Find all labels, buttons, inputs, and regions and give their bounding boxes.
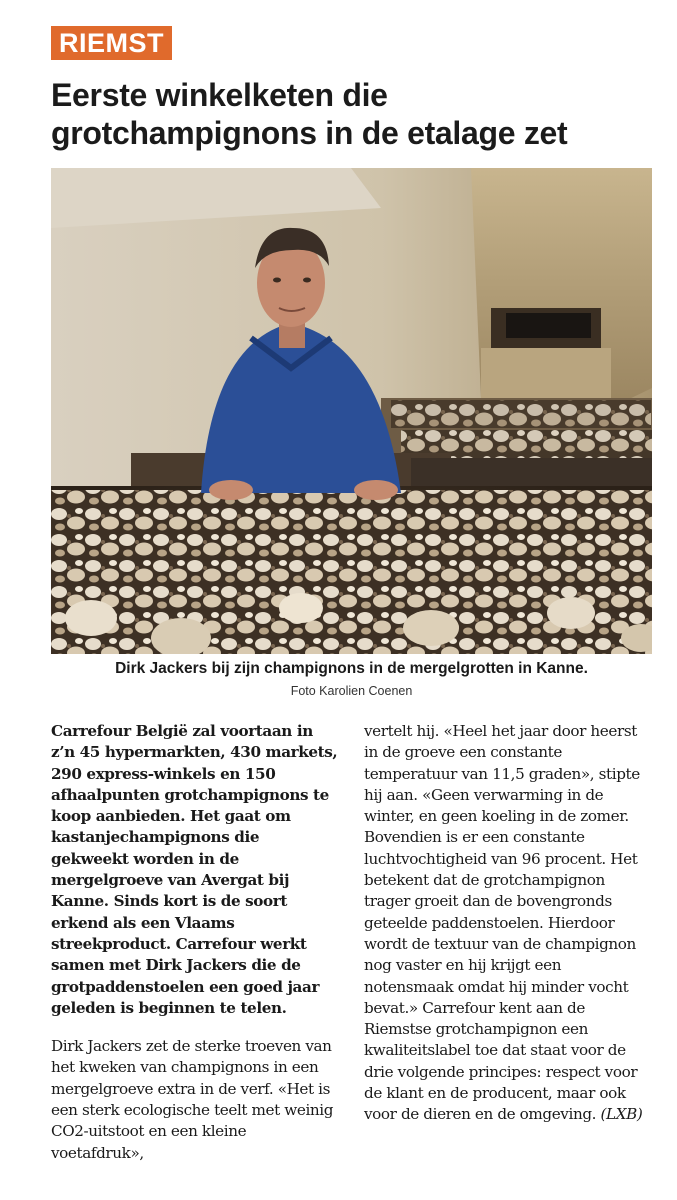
section-tag: RIEMST (51, 26, 172, 60)
article-byline: (LXB) (600, 1105, 643, 1124)
headline (51, 76, 651, 152)
article-photo (51, 168, 652, 654)
article-body-right-paragraph (364, 721, 654, 1126)
headline-line-2: grotchampignons in de etalage zet (51, 115, 568, 151)
photo-credit: Foto Karolien Coenen (290, 684, 413, 698)
article-column-left (51, 721, 341, 1164)
article-column-right (364, 721, 654, 1126)
photo-caption: Dirk Jackers bij zijn champignons in de mergelgrotten in Kanne. (115, 660, 588, 677)
mushroom-cave-photo (51, 168, 652, 654)
article-intro: Carrefour België zal voortaan in z’n 45 hypermarkten, 430 markets, 290 express-winkels en 150 afhaalpunten grotchampignons te koop aanbieden. Het gaat om kastanjechampignons die gekweekt worden in de mergelgroeve van Avergat bij Kanne. Sinds kort is de soort erkend als een Vlaams streekproduct. Carrefour werkt samen met Dirk Jackers die de grotpaddenstoelen een goed jaar geleden is beginnen te telen. (51, 722, 338, 1017)
article-body-right: vertelt hij. «Heel het jaar door heerst in de groeve een constante temperatuur van 11,5 graden», stipte hij aan. «Geen verwarming in de winter, en geen koeling in de zomer. Bovendien is er een constante luchtvochtigheid van 96 procent. Het betekent dat de grotchampignon trager groeit dan de bovengronds geteelde paddenstoelen. Hierdoor wordt de textuur van de champignon nog vaster en hij krijgt een notensmaak omdat hij minder vocht bevat.» Carrefour kent aan de Riemstse grotchampignon een kwaliteitslabel toe dat staat voor de drie volgende principes: respect voor de klant en de producent, maar ook voor de dieren en de omgeving. (364, 722, 640, 1124)
article-body-left: Dirk Jackers zet de sterke troeven van het kweken van champignons in een mergelgroeve extra in de verf. «Het is een sterk ecologische teelt met weinig CO2-uitstoot en een kleine voetafdruk», (51, 1037, 334, 1162)
headline-line-1: Eerste winkelketen die (51, 77, 388, 113)
